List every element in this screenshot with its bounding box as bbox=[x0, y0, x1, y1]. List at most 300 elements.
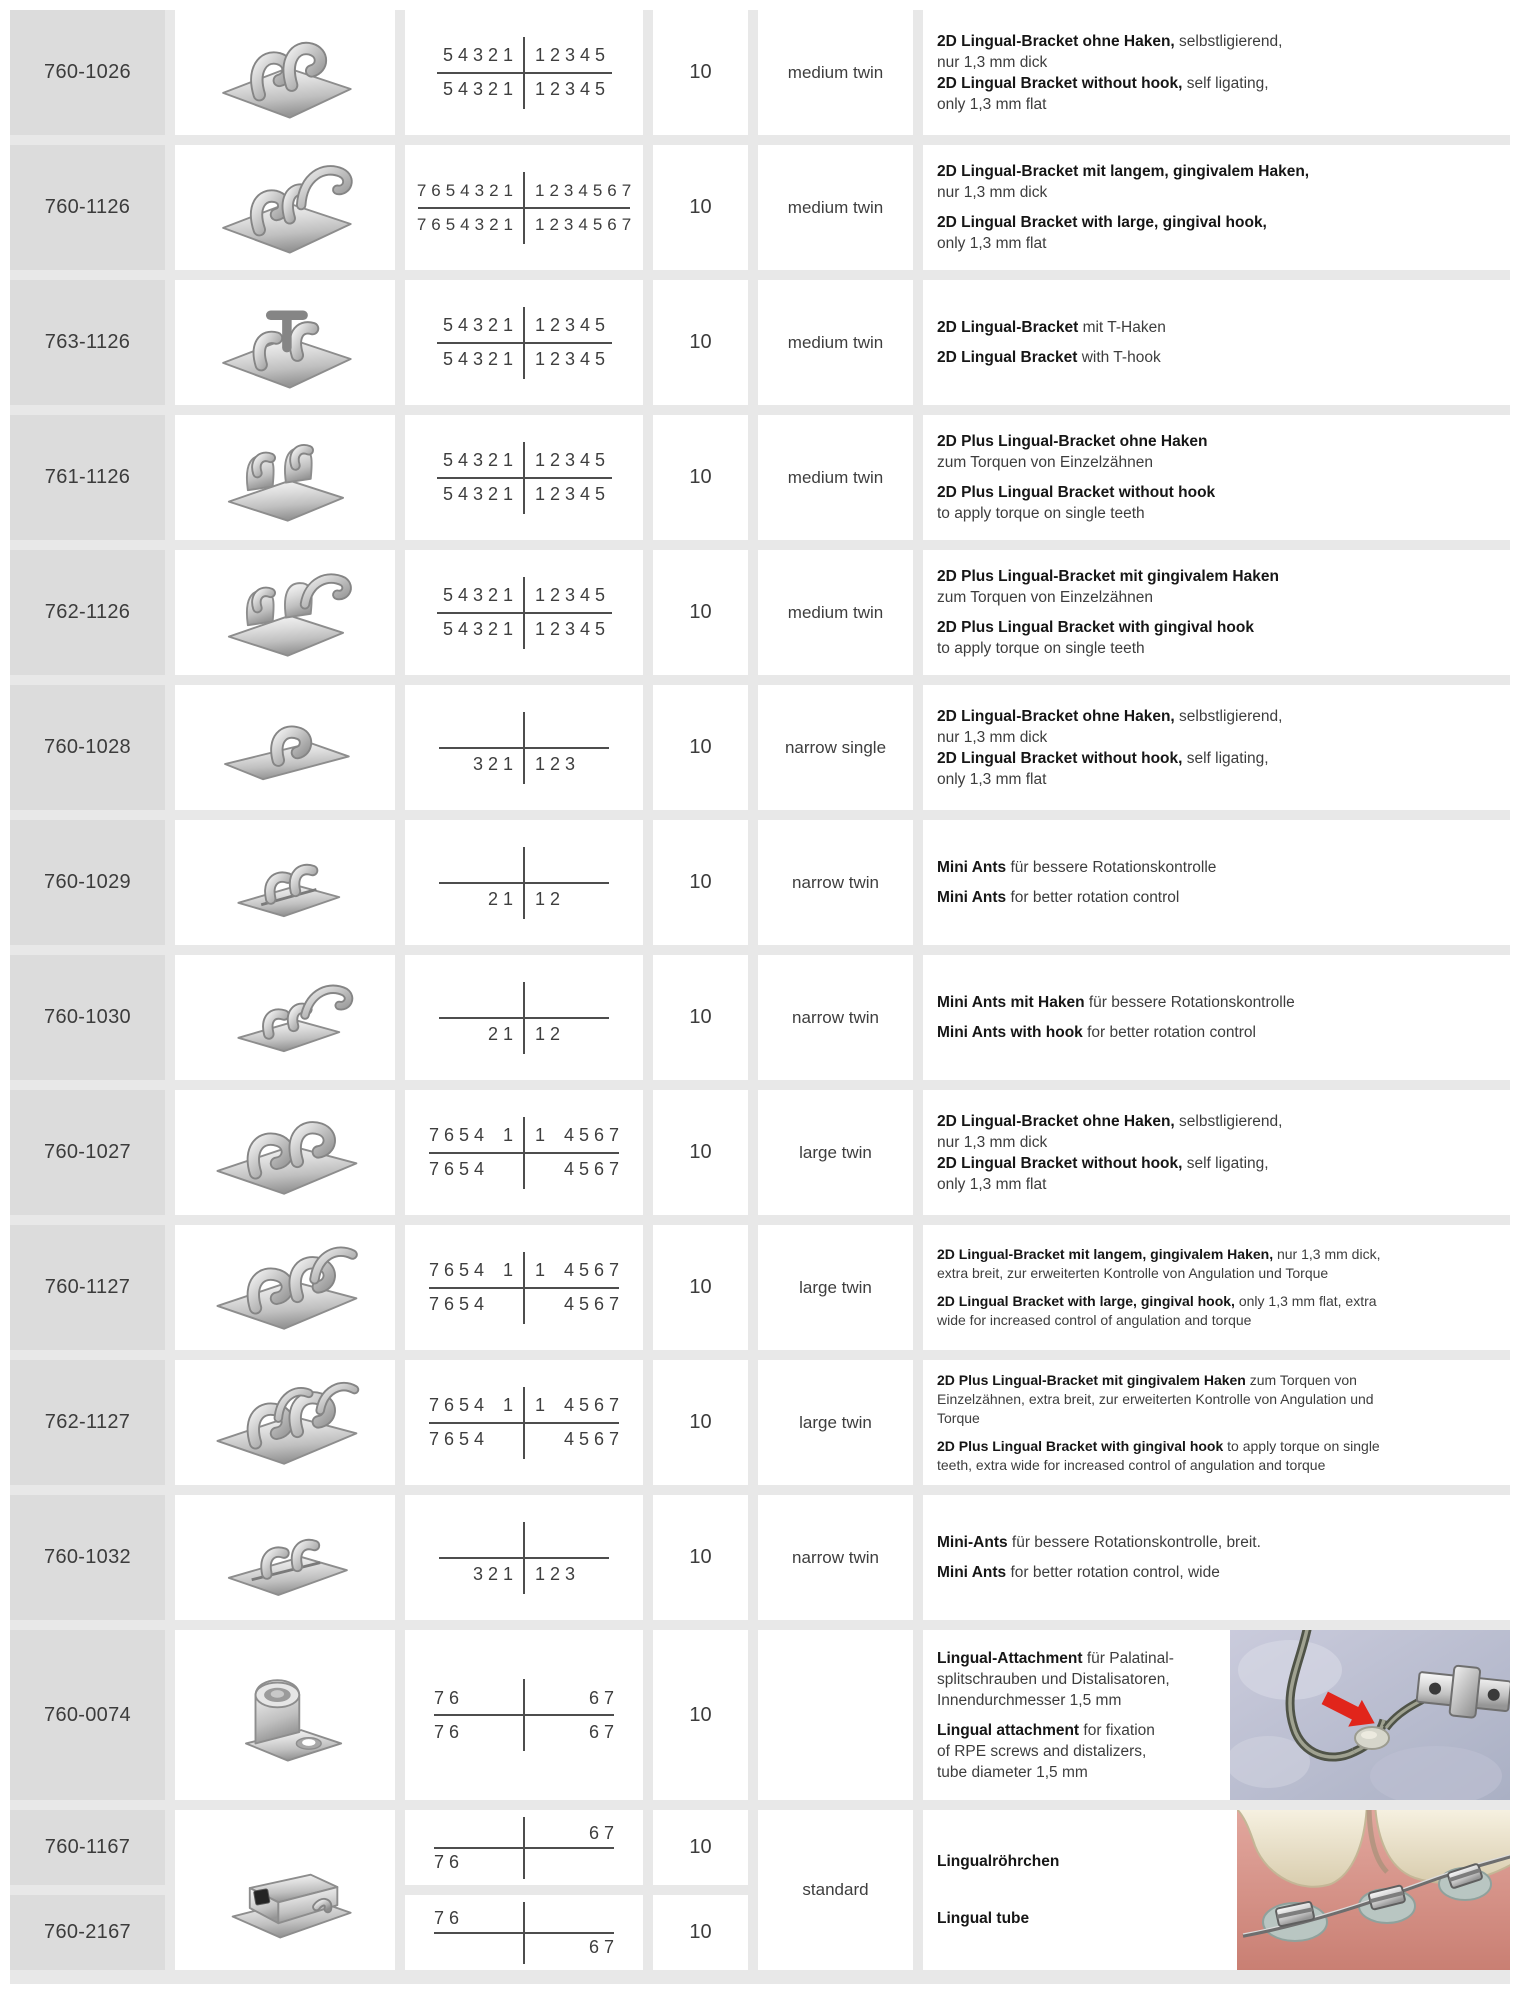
bracket-mini-twin bbox=[190, 821, 380, 944]
description-line bbox=[937, 73, 1508, 94]
quantity-cell bbox=[653, 955, 748, 1080]
notation-number: 4567 bbox=[563, 1294, 624, 1314]
notation-quadrant bbox=[434, 1722, 524, 1743]
description-bold-segment: 2D Plus Lingual Bracket with gingival hook bbox=[937, 619, 1254, 636]
notation-vertical-line bbox=[523, 1902, 525, 1964]
quantity-value: 10 bbox=[689, 331, 712, 353]
description-paragraph bbox=[937, 1022, 1508, 1043]
quantity-cell bbox=[653, 145, 748, 270]
description-paragraph bbox=[937, 212, 1508, 254]
notation-quadrant bbox=[429, 1260, 524, 1281]
notation-number: 123 bbox=[535, 1564, 581, 1584]
size-label: large twin bbox=[799, 1277, 872, 1297]
quantity-cell bbox=[653, 685, 748, 810]
quantity-cell bbox=[653, 1360, 748, 1485]
product-number-cell bbox=[10, 1495, 165, 1620]
description-segment: Torque bbox=[937, 1409, 980, 1426]
notation-quadrant bbox=[524, 1721, 619, 1743]
size-label: large twin bbox=[799, 1142, 872, 1162]
quantity-value: 10 bbox=[689, 1411, 712, 1433]
product-image-cell bbox=[175, 1090, 395, 1215]
catalog-row bbox=[10, 820, 1510, 945]
quantity-cell bbox=[653, 1225, 748, 1350]
description-segment: für bessere Rotationskontrolle bbox=[1084, 994, 1295, 1011]
description-paragraph bbox=[937, 857, 1508, 878]
notation-quadrant bbox=[429, 1159, 524, 1180]
description-line bbox=[937, 587, 1508, 608]
description-paragraph bbox=[937, 1908, 1235, 1929]
description-bold-segment: 2D Lingual-Bracket ohne Haken, bbox=[937, 32, 1175, 50]
size-label: medium twin bbox=[787, 332, 884, 352]
notation-vertical-line bbox=[523, 1679, 525, 1751]
notation-quadrant bbox=[439, 889, 524, 910]
tooth-notation-diagram bbox=[439, 984, 609, 1052]
description-segment: zum Torquen von Einzelzähnen bbox=[937, 589, 1153, 606]
notation-vertical-line bbox=[523, 982, 525, 1054]
notation-number: 1 bbox=[535, 1125, 551, 1145]
notation-number: 67 bbox=[588, 1936, 619, 1957]
catalog-row bbox=[10, 1360, 1510, 1485]
size-cell bbox=[758, 1360, 913, 1485]
notation-quadrant bbox=[434, 1908, 524, 1929]
description-text bbox=[923, 685, 1510, 810]
description-line bbox=[937, 1390, 1508, 1409]
tooth-notation-cell bbox=[405, 1360, 643, 1485]
notation-number: 7654321 bbox=[416, 214, 518, 234]
description-line bbox=[937, 1741, 1228, 1762]
quantity-value: 10 bbox=[689, 61, 712, 83]
notation-number: 54321 bbox=[442, 79, 518, 99]
notation-quadrant bbox=[524, 349, 612, 370]
catalog-table bbox=[10, 10, 1510, 1984]
description-line bbox=[937, 1245, 1508, 1264]
notation-number: 7654 bbox=[429, 1260, 490, 1280]
notation-quadrant bbox=[418, 181, 524, 201]
notation-number: 21 bbox=[487, 1024, 518, 1044]
description-text bbox=[923, 1360, 1510, 1485]
notation-number: 67 bbox=[588, 1822, 619, 1843]
product-number-cell bbox=[10, 820, 165, 945]
size-label: medium twin bbox=[787, 602, 884, 622]
description-line bbox=[937, 1022, 1508, 1043]
tooth-notation-cell bbox=[405, 550, 643, 675]
product-number-cell bbox=[10, 145, 165, 270]
notation-number: 1234567 bbox=[535, 214, 637, 234]
description-segment: only 1,3 mm flat bbox=[937, 1175, 1047, 1193]
quantity-value: 10 bbox=[689, 871, 712, 893]
notation-quadrant bbox=[437, 585, 525, 606]
description-line bbox=[937, 727, 1508, 748]
notation-quadrant bbox=[524, 889, 609, 910]
description-line bbox=[937, 1153, 1508, 1174]
notation-quadrant bbox=[524, 1260, 624, 1281]
description-line bbox=[937, 706, 1508, 727]
notation-number: 54321 bbox=[442, 619, 518, 639]
catalog-row bbox=[10, 1225, 1510, 1350]
size-cell bbox=[758, 1225, 913, 1350]
product-number-cell bbox=[10, 280, 165, 405]
notation-quadrant bbox=[429, 1294, 524, 1315]
description-paragraph bbox=[937, 431, 1508, 473]
product-image-cell bbox=[175, 685, 395, 810]
product-number-cell bbox=[10, 1090, 165, 1215]
tooth-notation-diagram bbox=[437, 39, 612, 107]
product-number: 760-1032 bbox=[44, 1546, 131, 1568]
description-text bbox=[923, 415, 1510, 540]
description-segment: for better rotation control bbox=[1082, 1024, 1256, 1041]
description-line bbox=[937, 212, 1508, 233]
description-bold-segment: Mini-Ants bbox=[937, 1534, 1008, 1551]
description-bold-segment: 2D Plus Lingual-Bracket mit gingivalem Haken bbox=[937, 568, 1279, 585]
catalog-row bbox=[10, 280, 1510, 405]
description-paragraph bbox=[937, 317, 1508, 338]
description-bold-segment: 2D Lingual-Bracket ohne Haken, bbox=[937, 1112, 1175, 1130]
product-number-cell bbox=[10, 415, 165, 540]
bracket-plus-twin bbox=[190, 416, 380, 539]
size-label: narrow single bbox=[784, 737, 887, 757]
description-cell bbox=[923, 685, 1510, 810]
notation-number: 123 bbox=[535, 754, 581, 774]
description-segment: selbstligierend, bbox=[1174, 32, 1283, 50]
description-bold-segment: 2D Lingual Bracket with large, gingival hook, bbox=[937, 1293, 1235, 1309]
notation-number: 4567 bbox=[563, 1395, 624, 1415]
description-paragraph bbox=[937, 992, 1508, 1013]
catalog-row bbox=[10, 145, 1510, 270]
quantity-cell bbox=[653, 280, 748, 405]
description-bold-segment: 2D Lingual Bracket without hook, bbox=[937, 74, 1183, 92]
description-paragraph bbox=[937, 1371, 1508, 1428]
description-segment: Innendurchmesser 1,5 mm bbox=[937, 1691, 1122, 1709]
notation-number: 12 bbox=[535, 889, 566, 909]
size-label: narrow twin bbox=[792, 1007, 879, 1027]
description-text bbox=[923, 1630, 1230, 1800]
bracket-large-twin-hook bbox=[190, 1226, 380, 1349]
notation-vertical-line bbox=[523, 442, 525, 514]
quantity-value: 10 bbox=[689, 601, 712, 623]
notation-number: 1 bbox=[535, 1395, 551, 1415]
tooth-notation-diagram bbox=[434, 1819, 619, 1877]
product-number: 760-1126 bbox=[44, 196, 131, 218]
size-cell bbox=[758, 955, 913, 1080]
notation-quadrant bbox=[437, 450, 525, 471]
description-segment: selbstligierend, bbox=[1174, 1112, 1283, 1130]
description-segment: extra breit, zur erweiterten Kontrolle von Angulation und Torque bbox=[937, 1265, 1329, 1281]
quantity-value: 10 bbox=[689, 466, 712, 488]
description-segment: self ligating, bbox=[1182, 749, 1269, 767]
notation-vertical-line bbox=[523, 577, 525, 649]
catalog-row bbox=[10, 550, 1510, 675]
tooth-notation-diagram bbox=[439, 849, 609, 917]
quantity-cell bbox=[653, 1895, 748, 1970]
description-cell bbox=[923, 820, 1510, 945]
tooth-notation-cell bbox=[405, 280, 643, 405]
description-line bbox=[937, 748, 1508, 769]
product-image-cell bbox=[175, 1630, 395, 1800]
description-text bbox=[923, 1225, 1510, 1350]
description-cell bbox=[923, 415, 1510, 540]
size-label: narrow twin bbox=[792, 1547, 879, 1567]
notation-number: 12345 bbox=[535, 79, 611, 99]
catalog-row bbox=[10, 685, 1510, 810]
bracket-plus-twin-hook bbox=[190, 551, 380, 674]
size-cell bbox=[758, 550, 913, 675]
product-number-cell bbox=[10, 550, 165, 675]
notation-quadrant bbox=[437, 484, 525, 505]
description-bold-segment: 2D Lingual Bracket with large, gingival hook, bbox=[937, 214, 1267, 231]
description-bold-segment: 2D Lingual-Bracket mit langem, gingivalem Haken, bbox=[937, 163, 1310, 180]
product-image-cell bbox=[175, 1225, 395, 1350]
quantity-cell bbox=[653, 550, 748, 675]
notation-vertical-line bbox=[523, 307, 525, 379]
description-line bbox=[937, 992, 1508, 1013]
product-number: 760-1026 bbox=[44, 61, 131, 83]
description-line bbox=[937, 482, 1508, 503]
description-line bbox=[937, 452, 1508, 473]
description-segment: für bessere Rotationskontrolle, breit. bbox=[1007, 1534, 1261, 1551]
notation-quadrant bbox=[439, 754, 524, 775]
description-segment: zum Torquen von Einzelzähnen bbox=[937, 454, 1153, 471]
quantity-cell bbox=[653, 1495, 748, 1620]
description-line bbox=[937, 1437, 1508, 1456]
product-number: 760-0074 bbox=[44, 1703, 131, 1726]
tooth-notation-diagram bbox=[429, 1254, 624, 1322]
notation-quadrant bbox=[524, 1159, 624, 1180]
tooth-notation-cell bbox=[405, 145, 643, 270]
description-paragraph bbox=[937, 706, 1508, 790]
catalog-row-pair bbox=[10, 1810, 1510, 1970]
product-number: 760-1127 bbox=[44, 1276, 131, 1298]
notation-number: 1234567 bbox=[535, 180, 637, 200]
notation-quadrant bbox=[524, 1125, 624, 1146]
product-number-cell bbox=[10, 955, 165, 1080]
quantity-value: 10 bbox=[689, 1703, 712, 1726]
notation-quadrant bbox=[429, 1125, 524, 1146]
notation-quadrant bbox=[437, 349, 525, 370]
description-segment: teeth, extra wide for increased control of angulation and torque bbox=[937, 1456, 1326, 1473]
quantity-value: 10 bbox=[689, 1921, 712, 1943]
description-segment: only 1,3 mm flat bbox=[937, 95, 1047, 113]
notation-quadrant bbox=[524, 1024, 609, 1045]
bracket-large-twin bbox=[190, 1091, 380, 1214]
description-line bbox=[937, 617, 1508, 638]
description-paragraph bbox=[937, 31, 1508, 115]
notation-vertical-line bbox=[523, 847, 525, 919]
notation-number: 12 bbox=[535, 1024, 566, 1044]
description-line bbox=[937, 1174, 1508, 1195]
description-bold-segment: Mini Ants bbox=[937, 1564, 1007, 1581]
notation-number: 7654 bbox=[429, 1125, 490, 1145]
description-line bbox=[937, 1409, 1508, 1428]
notation-quadrant bbox=[524, 1822, 619, 1844]
plaster-rpe-screw-photo bbox=[1230, 1630, 1510, 1800]
notation-quadrant bbox=[524, 1429, 624, 1450]
product-number-cell bbox=[10, 1225, 165, 1350]
description-line bbox=[937, 1762, 1228, 1783]
size-cell bbox=[758, 685, 913, 810]
size-cell bbox=[758, 280, 913, 405]
description-line bbox=[937, 1111, 1508, 1132]
notation-number: 76 bbox=[434, 1687, 465, 1708]
tooth-notation-diagram bbox=[429, 1389, 624, 1457]
tooth-notation-cell bbox=[405, 415, 643, 540]
tooth-notation-diagram bbox=[439, 1524, 609, 1592]
description-line bbox=[937, 182, 1508, 203]
description-segment: to apply torque on single teeth bbox=[937, 505, 1145, 522]
description-cell bbox=[923, 145, 1510, 270]
notation-number: 4567 bbox=[563, 1125, 624, 1145]
description-bold-segment: Mini Ants bbox=[937, 889, 1007, 906]
quantity-value: 10 bbox=[689, 736, 712, 758]
product-number-cell bbox=[10, 1810, 165, 1885]
notation-number: 54321 bbox=[442, 450, 518, 470]
quantity-cell bbox=[653, 10, 748, 135]
description-segment: selbstligierend, bbox=[1174, 707, 1283, 725]
quantity-cell bbox=[653, 1630, 748, 1800]
description-line bbox=[937, 1371, 1508, 1390]
product-number-cell bbox=[10, 685, 165, 810]
notation-vertical-line bbox=[523, 1817, 525, 1879]
description-segment: splitschrauben und Distalisatoren, bbox=[937, 1670, 1170, 1688]
description-line bbox=[937, 1669, 1228, 1690]
notation-number: 7654321 bbox=[416, 180, 518, 200]
description-text bbox=[923, 145, 1510, 270]
description-segment: only 1,3 mm flat bbox=[937, 770, 1047, 788]
product-number: 760-2167 bbox=[44, 1921, 131, 1943]
notation-number: 76 bbox=[434, 1721, 465, 1742]
description-line bbox=[937, 1532, 1508, 1553]
description-segment: nur 1,3 mm dick bbox=[937, 53, 1048, 71]
notation-number: 12345 bbox=[535, 315, 611, 335]
size-cell bbox=[758, 1810, 913, 1970]
catalog-row bbox=[10, 10, 1510, 135]
product-number: 763-1126 bbox=[44, 331, 131, 353]
description-segment: for better rotation control bbox=[1006, 889, 1180, 906]
description-paragraph bbox=[937, 1245, 1508, 1283]
notation-number: 1 bbox=[535, 1260, 551, 1280]
notation-quadrant bbox=[439, 1564, 524, 1585]
description-paragraph bbox=[937, 1648, 1228, 1711]
description-cell bbox=[923, 1495, 1510, 1620]
notation-number: 76 bbox=[434, 1907, 465, 1928]
notation-vertical-line bbox=[523, 37, 525, 109]
bracket-mini-twin-hook bbox=[190, 956, 380, 1079]
size-label: narrow twin bbox=[792, 872, 879, 892]
description-line bbox=[937, 1648, 1228, 1669]
description-paragraph bbox=[937, 1720, 1228, 1783]
notation-quadrant bbox=[437, 79, 525, 100]
size-cell bbox=[758, 415, 913, 540]
tooth-notation-diagram bbox=[416, 174, 637, 242]
description-cell bbox=[923, 1810, 1510, 1970]
notation-quadrant bbox=[429, 1429, 524, 1450]
tooth-notation-diagram bbox=[429, 1119, 624, 1187]
size-cell bbox=[758, 820, 913, 945]
catalog-row bbox=[10, 415, 1510, 540]
description-line bbox=[937, 1264, 1508, 1283]
notation-number: 76 bbox=[434, 1851, 465, 1872]
tooth-notation-cell bbox=[405, 10, 643, 135]
product-image-cell bbox=[175, 1810, 395, 1970]
description-segment: wide for increased control of angulation and torque bbox=[937, 1312, 1252, 1328]
product-number: 760-1030 bbox=[44, 1006, 131, 1028]
description-line bbox=[937, 161, 1508, 182]
description-line bbox=[937, 1690, 1228, 1711]
description-paragraph bbox=[937, 887, 1508, 908]
notation-number: 67 bbox=[588, 1721, 619, 1742]
tooth-notation-diagram bbox=[437, 309, 612, 377]
description-line bbox=[937, 769, 1508, 790]
notation-number: 7654 bbox=[429, 1395, 490, 1415]
product-number-cell bbox=[10, 10, 165, 135]
size-label: medium twin bbox=[787, 62, 884, 82]
notation-number: 67 bbox=[588, 1687, 619, 1708]
tooth-notation-diagram bbox=[437, 444, 612, 512]
description-line bbox=[937, 887, 1508, 908]
notation-number: 4567 bbox=[563, 1429, 624, 1449]
description-line bbox=[937, 638, 1508, 659]
product-image-cell bbox=[175, 415, 395, 540]
notation-quadrant bbox=[524, 315, 612, 336]
quantity-value: 10 bbox=[689, 1276, 712, 1298]
description-segment: self ligating, bbox=[1182, 1154, 1269, 1172]
description-line bbox=[937, 503, 1508, 524]
description-bold-segment: 2D Lingual Bracket without hook, bbox=[937, 749, 1183, 767]
notation-number: 54321 bbox=[442, 349, 518, 369]
notation-number: 12345 bbox=[535, 349, 611, 369]
description-line bbox=[937, 1562, 1508, 1583]
intraoral-lingual-tubes-photo bbox=[1237, 1810, 1510, 1970]
bracket-narrow-single bbox=[190, 686, 380, 809]
bracket-medium-twin bbox=[190, 11, 380, 134]
description-cell bbox=[923, 280, 1510, 405]
notation-number: 21 bbox=[487, 889, 518, 909]
notation-number: 1 bbox=[502, 1260, 518, 1280]
quantity-cell bbox=[653, 1090, 748, 1215]
product-image-cell bbox=[175, 280, 395, 405]
notation-number: 7654 bbox=[429, 1159, 490, 1179]
size-cell bbox=[758, 1495, 913, 1620]
catalog-row bbox=[10, 955, 1510, 1080]
bracket-mini-twin-wide bbox=[190, 1496, 380, 1619]
quantity-cell bbox=[653, 1810, 748, 1885]
catalog-row bbox=[10, 1495, 1510, 1620]
description-segment: for better rotation control, wide bbox=[1006, 1564, 1220, 1581]
notation-quadrant bbox=[524, 79, 612, 100]
tooth-notation-diagram bbox=[434, 1681, 619, 1749]
description-paragraph bbox=[937, 1851, 1235, 1872]
description-cell bbox=[923, 1225, 1510, 1350]
notation-number: 54321 bbox=[442, 585, 518, 605]
tooth-notation-cell bbox=[405, 955, 643, 1080]
notation-number: 7654 bbox=[429, 1294, 490, 1314]
description-segment: für bessere Rotationskontrolle bbox=[1006, 859, 1217, 876]
product-number: 760-1167 bbox=[44, 1836, 131, 1858]
product-image-cell bbox=[175, 1495, 395, 1620]
product-image-cell bbox=[175, 145, 395, 270]
description-bold-segment: Mini Ants mit Haken bbox=[937, 994, 1085, 1011]
description-segment: only 1,3 mm flat bbox=[937, 235, 1047, 252]
product-number: 762-1127 bbox=[44, 1411, 131, 1433]
notation-vertical-line bbox=[523, 1117, 525, 1189]
description-bold-segment: 2D Plus Lingual Bracket with gingival hook bbox=[937, 1437, 1224, 1454]
notation-number: 12345 bbox=[535, 484, 611, 504]
tooth-notation-cell bbox=[405, 1495, 643, 1620]
product-number: 761-1126 bbox=[44, 466, 131, 488]
description-bold-segment: Lingualröhrchen bbox=[937, 1853, 1060, 1870]
notation-number: 12345 bbox=[535, 585, 611, 605]
product-image-cell bbox=[175, 550, 395, 675]
description-text bbox=[923, 820, 1510, 945]
